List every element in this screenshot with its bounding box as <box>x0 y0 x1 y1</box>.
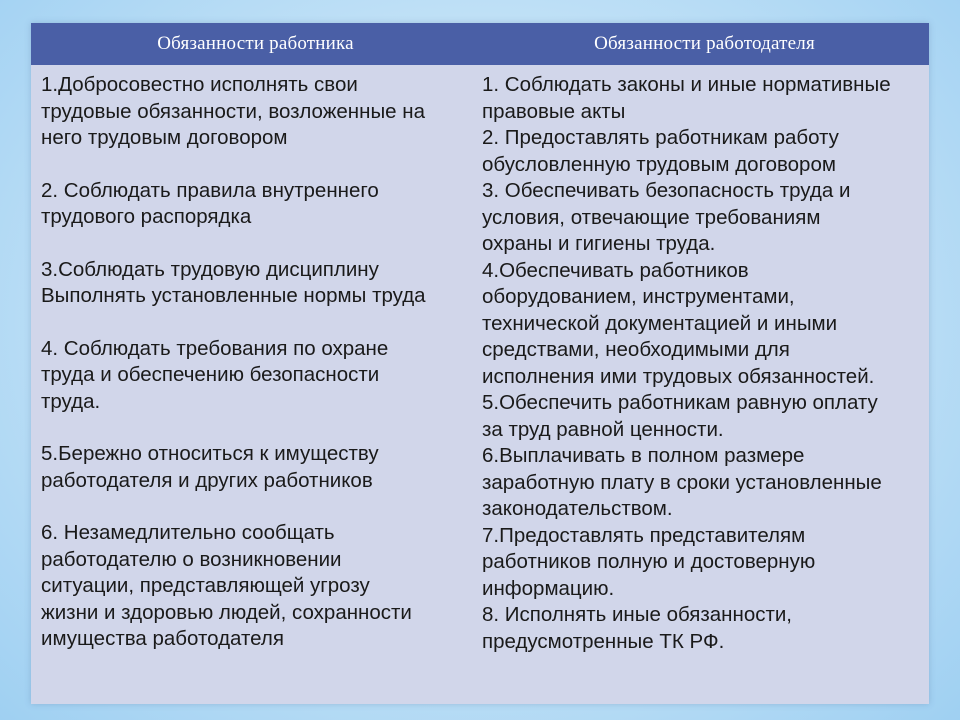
employee-duty-6: 6. Незамедлительно сообщать работодателю о возникновении ситуации, представляющей угрозу жизни и здоровью людей, сохранности имущества работодателя <box>41 521 412 650</box>
employee-duty-4: 4. Соблюдать требования по охране труда и обеспечению безопасности труда. <box>41 336 389 413</box>
employee-duty-3: 3.Соблюдать трудовую дисциплину Выполнять установленные нормы труда <box>41 257 426 307</box>
duties-table <box>31 23 929 704</box>
employer-duty-1: 1. Соблюдать законы и иные нормативные правовые акты <box>482 73 891 123</box>
employer-duty-5: 5.Обеспечить работникам равную оплату за труд равной ценности. <box>482 391 878 441</box>
header-label-employer: Обязанности работодателя <box>594 33 815 54</box>
employer-duties-column <box>480 65 929 704</box>
employer-duty-3: 3. Обеспечивать безопасность труда и условия, отвечающие требованиям охраны и гигиены труда. <box>482 179 851 255</box>
employer-duty-6: 6.Выплачивать в полном размере заработную плату в сроки установленные законодательством. <box>482 444 882 520</box>
employer-duty-7: 7.Предоставлять представителям работников полную и достоверную информацию. <box>482 523 816 600</box>
employee-duty-5: 5.Бережно относиться к имуществу работодателя и других работников <box>41 442 379 492</box>
employer-duty-4: 4.Обеспечивать работников оборудованием, инструментами, технической документацией и иными средствами, необходимыми для исполнения ими трудовых обязанностей. <box>482 258 875 388</box>
employee-duty-1: 1.Добросовестно исполнять свои трудовые обязанности, возложенные на него трудовым договором <box>41 73 426 149</box>
table-body <box>31 65 929 704</box>
employee-duties-column <box>31 65 480 704</box>
header-cell-employer <box>480 23 929 65</box>
employer-duty-2: 2. Предоставлять работникам работу обусловленную трудовым договором <box>482 126 839 176</box>
header-cell-employee <box>31 23 480 65</box>
table-header <box>31 23 929 65</box>
header-label-employee: Обязанности работника <box>157 33 354 54</box>
employee-duty-2: 2. Соблюдать правила внутреннего трудового распорядка <box>41 178 379 228</box>
employer-duty-8: 8. Исполнять иные обязанности, предусмотренные ТК РФ. <box>482 603 793 653</box>
